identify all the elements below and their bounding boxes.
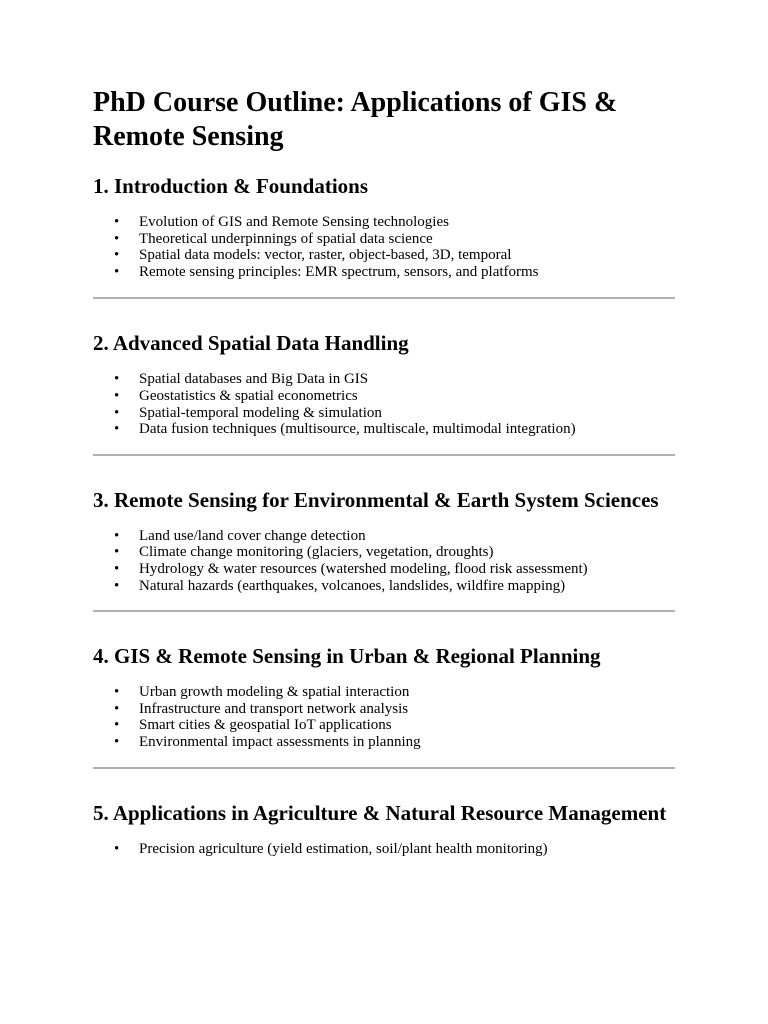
- section-heading: 3. Remote Sensing for Environmental & Earth System Sciences: [93, 487, 659, 512]
- list-item: • Evolution of GIS and Remote Sensing technologies: [93, 214, 675, 231]
- page-title: PhD Course Outline: Applications of GIS & Remote Sensing: [93, 87, 618, 152]
- section-urban-regional-planning: [93, 643, 675, 768]
- document-page: [93, 0, 675, 857]
- bullet-list: [93, 214, 675, 280]
- bullet-list: [93, 371, 675, 437]
- section-divider: [93, 610, 675, 612]
- list-item: • Climate change monitoring (glaciers, vegetation, droughts): [93, 544, 675, 561]
- list-item: • Environmental impact assessments in planning: [93, 734, 675, 751]
- list-item: • Natural hazards (earthquakes, volcanoes, landslides, wildfire mapping): [93, 578, 675, 595]
- list-item: • Urban growth modeling & spatial interaction: [93, 684, 675, 701]
- section-heading: 5. Applications in Agriculture & Natural Resource Management: [93, 800, 667, 825]
- list-item: • Land use/land cover change detection: [93, 528, 675, 545]
- section-remote-sensing-environmental: [93, 487, 675, 612]
- section-heading: 1. Introduction & Foundations: [93, 174, 369, 198]
- list-item: • Infrastructure and transport network analysis: [93, 701, 675, 718]
- bullet-list: [93, 528, 675, 594]
- section-heading: 2. Advanced Spatial Data Handling: [93, 331, 409, 356]
- bullet-list: [93, 841, 675, 858]
- list-item: • Precision agriculture (yield estimation, soil/plant health monitoring): [93, 841, 675, 858]
- list-item: • Smart cities & geospatial IoT applications: [93, 717, 675, 734]
- section-heading: 4. GIS & Remote Sensing in Urban & Regional Planning: [93, 644, 601, 669]
- section-divider: [93, 454, 675, 456]
- section-introduction-foundations: [93, 173, 675, 299]
- section-advanced-spatial-data-handling: [93, 330, 675, 455]
- list-item: • Spatial data models: vector, raster, object-based, 3D, temporal: [93, 247, 675, 264]
- list-item: • Spatial databases and Big Data in GIS: [93, 371, 675, 388]
- list-item: • Spatial-temporal modeling & simulation: [93, 405, 675, 422]
- list-item: • Data fusion techniques (multisource, multiscale, multimodal integration): [93, 421, 675, 438]
- section-divider: [93, 767, 675, 769]
- list-item: • Remote sensing principles: EMR spectrum, sensors, and platforms: [93, 264, 675, 281]
- list-item: • Hydrology & water resources (watershed modeling, flood risk assessment): [93, 561, 675, 578]
- list-item: • Geostatistics & spatial econometrics: [93, 388, 675, 405]
- section-divider: [93, 297, 675, 299]
- list-item: • Theoretical underpinnings of spatial data science: [93, 231, 675, 248]
- section-agriculture-natural-resource: [93, 800, 675, 858]
- bullet-list: [93, 684, 675, 750]
